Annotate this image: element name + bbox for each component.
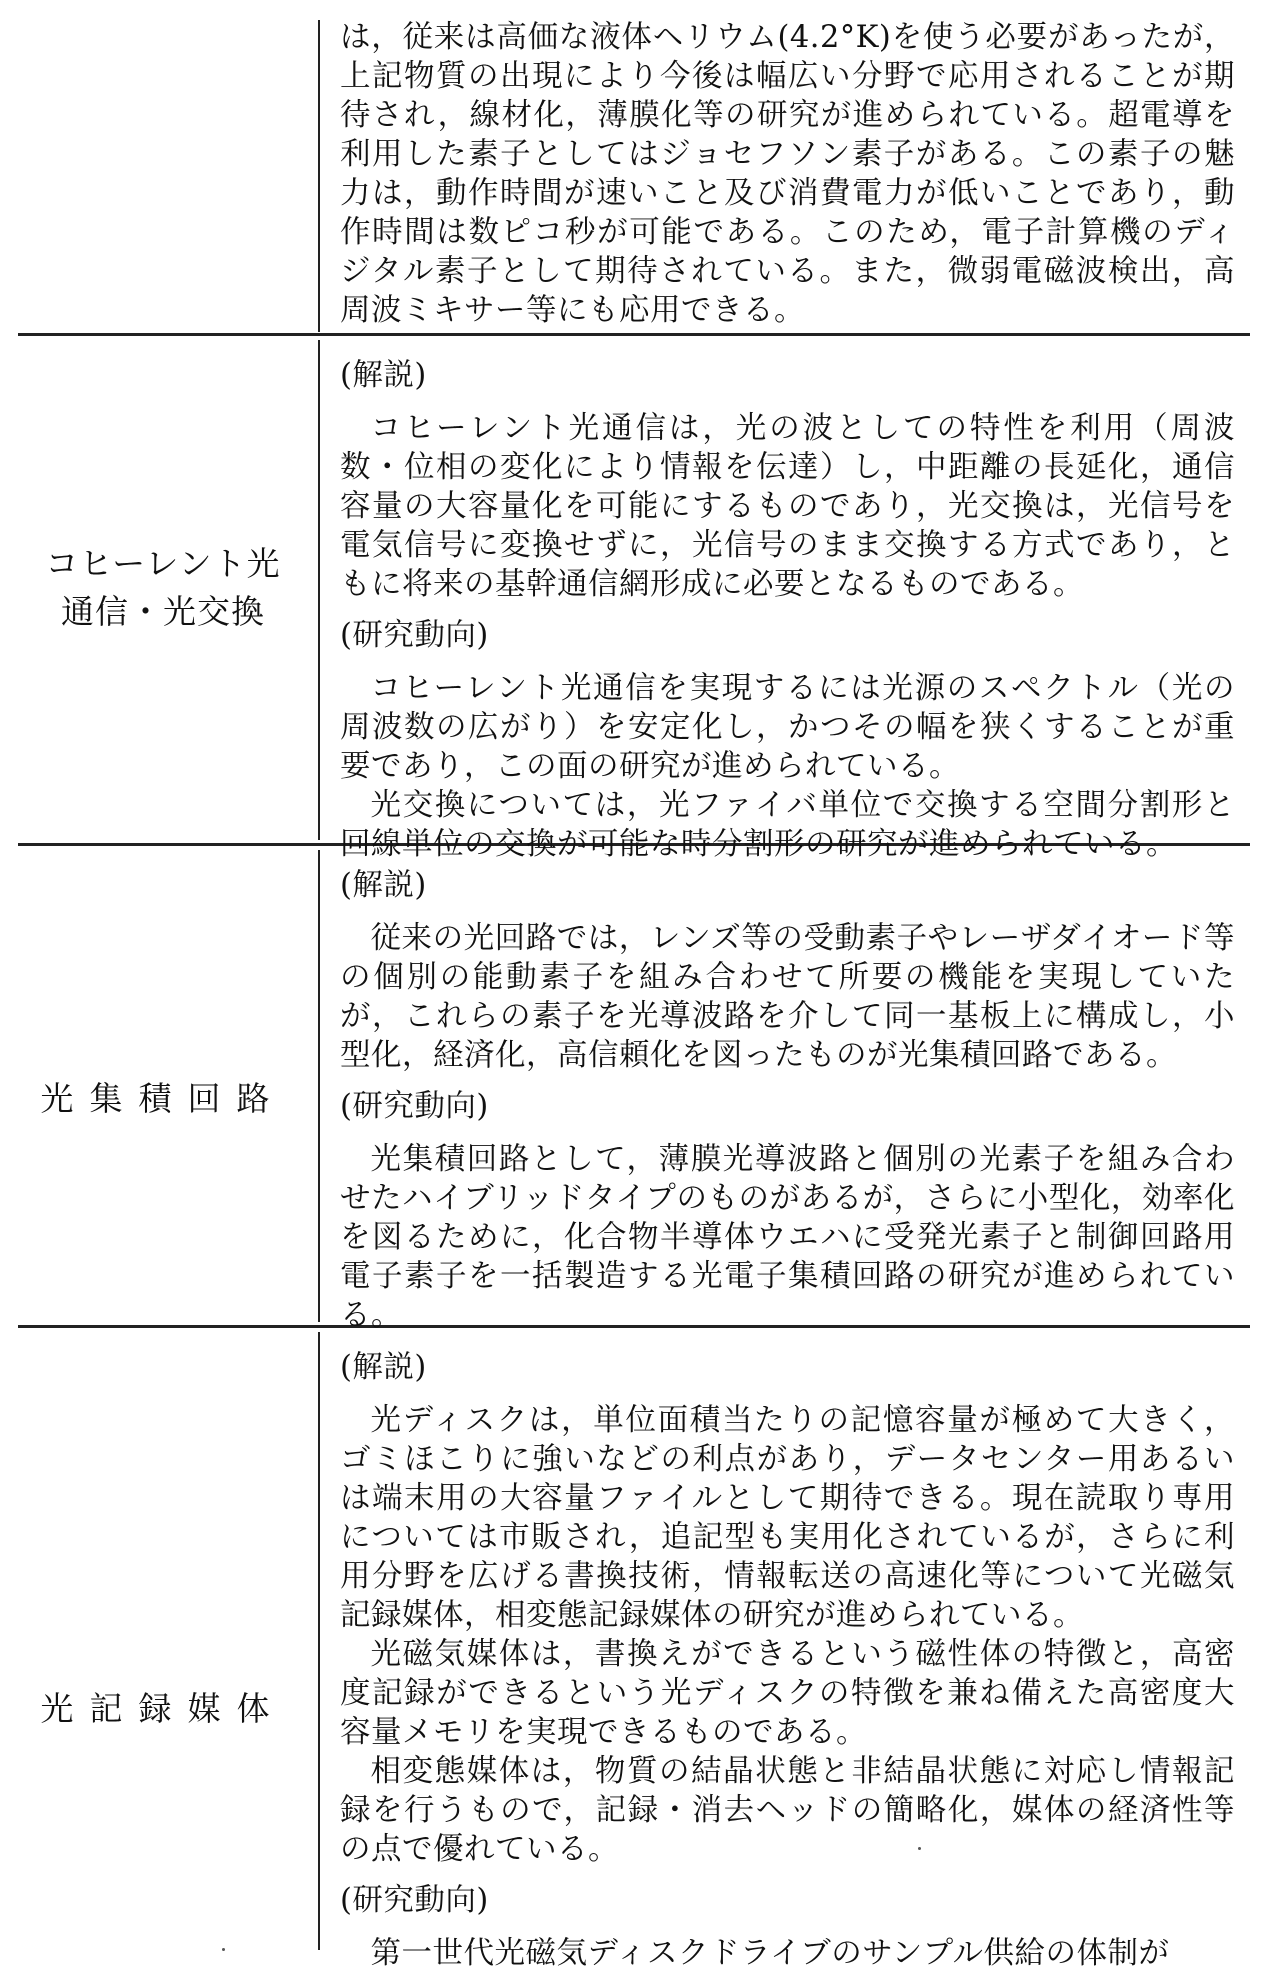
paragraph: 光集積回路として，薄膜光導波路と個別の光素子を組み合わせたハイブリッドタイプのものがあるが，さらに小型化，効率化を図るために，化合物半導体ウエハに受発光素子と制御回路用電子素子を一括製造する光電子集積回路の研究が進められている。 bbox=[340, 1142, 1235, 1333]
row-label-line: 光集積回路 bbox=[40, 1079, 286, 1118]
paragraph: 光交換については，光ファイバ単位で交換する空間分割形と回線単位の交換が可能な時分割形の研究が進められている。 bbox=[340, 788, 1235, 862]
paragraph: 相変態媒体は，物質の結晶状態と非結晶状態に対応し情報記録を行うもので，記録・消去ヘッドの簡略化，媒体の経済性等の点で優れている。 bbox=[340, 1754, 1235, 1867]
paragraph: 光ディスクは，単位面積当たりの記憶容量が極めて大きく，ゴミほこりに強いなどの利点があり，データセンター用あるいは端末用の大容量ファイルとして期待できる。現在読取り専用については市販され，追記型も実用化されているが，さらに利用分野を広げる書換技術，情報転送の高速化等について光磁気記録媒体，相変態記録媒体の研究が進められている。 bbox=[340, 1403, 1235, 1633]
row-label-coherent-optical bbox=[28, 540, 298, 636]
paragraph: は，従来は高価な液体ヘリウム(4.2°K)を使う必要があったが，上記物質の出現により今後は幅広い分野で応用されることが期待され，線材化，薄膜化等の研究が進められている。超電導を利用した素子としてはジョセフソン素子がある。この素子の魅力は，動作時間が速いこと及び消費電力が低いことであり，動作時間は数ピコ秒が可能である。このため，電子計算機のディジタル素子として期待されている。また，微弱電磁波検出，高周波ミキサー等にも応用できる。 bbox=[340, 20, 1235, 328]
scan-speck bbox=[918, 1847, 921, 1850]
column-divider bbox=[318, 20, 320, 332]
column-divider bbox=[318, 340, 320, 840]
row-label-line: コヒーレント光 bbox=[45, 544, 281, 583]
top-continuation-text bbox=[340, 18, 1235, 330]
explanation-heading: (解説) bbox=[340, 868, 427, 903]
row-label-line: 光記録媒体 bbox=[40, 1689, 286, 1728]
paragraph: 従来の光回路では，レンズ等の受動素子やレーザダイオード等の個別の能動素子を組み合わせて所要の機能を実現していたが，これらの素子を光導波路を介して同一基板上に構成し，小型化，経済化，高信頼化を図ったものが光集積回路である。 bbox=[340, 921, 1235, 1073]
scan-speck bbox=[222, 1948, 225, 1951]
paragraph: 光磁気媒体は，書換えができるという磁性体の特徴と，高密度記録ができるという光ディスクの特徴を兼ね備えた高密度大容量メモリを実現できるものである。 bbox=[340, 1637, 1235, 1750]
explanation-heading: (解説) bbox=[340, 1350, 427, 1385]
row-label-line: 通信・光交換 bbox=[61, 592, 265, 631]
paragraph: コヒーレント光通信を実現するには光源のスペクトル（光の周波数の広がり）を安定化し，かつその幅を狭くすることが重要であり，この面の研究が進められている。 bbox=[340, 671, 1235, 784]
row-label-optical-recording bbox=[28, 1685, 298, 1733]
column-divider bbox=[318, 850, 320, 1322]
row-content-optical-ic bbox=[340, 866, 1235, 1335]
row-divider bbox=[18, 333, 1250, 336]
research-trend-heading: (研究動向) bbox=[340, 1089, 489, 1124]
column-divider bbox=[318, 1332, 320, 1950]
row-content-optical-recording bbox=[340, 1348, 1235, 1973]
paragraph: コヒーレント光通信は，光の波としての特性を利用（周波数・位相の変化により情報を伝達）し，中距離の長延化，通信容量の大容量化を可能にするものであり，光交換は，光信号を電気信号に変換せずに，光信号のまま交換する方式であり，ともに将来の基幹通信網形成に必要となるものである。 bbox=[340, 411, 1235, 602]
row-label-optical-ic bbox=[28, 1075, 298, 1123]
research-trend-heading: (研究動向) bbox=[340, 1883, 489, 1918]
research-trend-heading: (研究動向) bbox=[340, 618, 489, 653]
row-content-coherent-optical bbox=[340, 356, 1235, 864]
paragraph: 第一世代光磁気ディスクドライブのサンプル供給の体制が bbox=[370, 1936, 1170, 1971]
explanation-heading: (解説) bbox=[340, 358, 427, 393]
